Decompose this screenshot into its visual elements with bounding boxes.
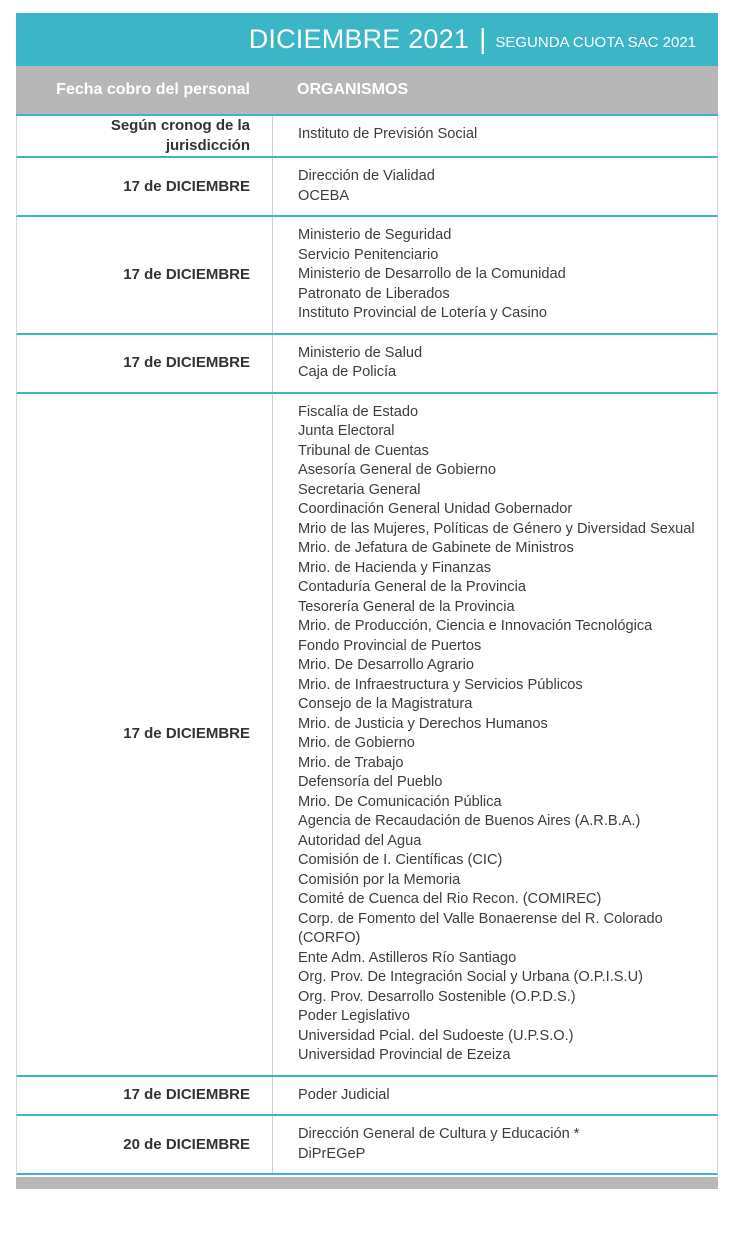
org-item: Comisión por la Memoria <box>298 871 461 888</box>
org-item: Coordinación General Unidad Gobernador <box>298 501 573 517</box>
row-date <box>17 116 273 156</box>
banner-subtitle: SEGUNDA CUOTA SAC 2021 <box>495 34 696 51</box>
row-orgs <box>273 158 717 215</box>
table-row <box>16 158 718 217</box>
row-orgs <box>273 394 717 1075</box>
org-item: Mrio. De Desarrollo Agrario <box>298 657 474 673</box>
org-item: Fondo Provincial de Puertos <box>298 637 482 654</box>
org-item: Servicio Penitenciario <box>298 246 439 263</box>
table-row <box>16 116 718 158</box>
header-date: Fecha cobro del personal <box>56 81 250 98</box>
org-item: Secretaria General <box>298 481 421 498</box>
org-item: Mrio. de Trabajo <box>298 754 404 771</box>
org-item: Poder Judicial <box>298 1086 390 1103</box>
org-item: DiPrEGeP <box>298 1145 366 1162</box>
org-item: OCEBA <box>298 187 350 204</box>
banner-title: DICIEMBRE 2021 <box>248 24 470 54</box>
row-orgs <box>273 116 717 156</box>
row-date <box>17 217 273 333</box>
org-item: Mrio. de Gobierno <box>298 735 415 751</box>
row-orgs <box>273 1077 717 1115</box>
org-item: Comisión de I. Científicas (CIC) <box>298 852 503 868</box>
table-row <box>16 335 718 394</box>
banner <box>16 13 718 66</box>
table-header <box>16 66 718 116</box>
row-date-text: 17 de DICIEMBRE <box>123 1086 250 1104</box>
table-row <box>16 1077 718 1117</box>
org-item: Dirección de Vialidad <box>298 168 435 184</box>
org-item: Junta Electoral <box>298 423 395 439</box>
org-item: Defensoría del Pueblo <box>298 774 443 790</box>
row-date <box>17 335 273 392</box>
org-item: Ministerio de Desarrollo de la Comunidad <box>298 266 566 282</box>
banner-separator: | <box>479 22 487 54</box>
org-item: Caja de Policía <box>298 364 397 380</box>
org-item: Patronato de Liberados <box>298 285 450 302</box>
org-item: Org. Prov. Desarrollo Sostenible (O.P.D.S.) <box>298 988 576 1005</box>
org-item: Universidad Provincial de Ezeiza <box>298 1047 511 1063</box>
row-date-text: 17 de DICIEMBRE <box>123 725 250 742</box>
row-date-text: 17 de DICIEMBRE <box>123 177 250 195</box>
row-date-text: 17 de DICIEMBRE <box>123 265 250 283</box>
org-item: Mrio. de Jefatura de Gabinete de Ministros <box>298 540 574 556</box>
header-orgs: ORGANISMOS <box>297 81 409 98</box>
org-item: Mrio. de Justicia y Derechos Humanos <box>298 715 548 732</box>
org-item: Ministerio de Seguridad <box>298 227 452 243</box>
org-item: Consejo de la Magistratura <box>298 696 473 712</box>
org-item: Mrio de las Mujeres, Políticas de Género y Diversidad Sexual <box>298 520 695 537</box>
org-item: Autoridad del Agua <box>298 832 422 849</box>
org-item: Mrio. de Infraestructura y Servicios Públicos <box>298 676 583 693</box>
row-date <box>17 158 273 215</box>
table-row <box>16 1116 718 1175</box>
org-item: Asesoría General de Gobierno <box>298 462 496 478</box>
row-date <box>17 394 273 1075</box>
row-date-text: 20 de DICIEMBRE <box>123 1135 250 1153</box>
row-orgs <box>273 335 717 392</box>
org-item: Mrio. De Comunicación Pública <box>298 793 502 810</box>
row-date-text: 17 de DICIEMBRE <box>123 354 250 371</box>
org-item: Tesorería General de la Provincia <box>298 598 515 615</box>
org-item: Tribunal de Cuentas <box>298 442 429 459</box>
org-item: Instituto Provincial de Lotería y Casino <box>298 305 548 321</box>
table-body <box>16 116 718 1175</box>
org-item: Poder Legislativo <box>298 1008 410 1024</box>
row-date <box>17 1116 273 1173</box>
org-item: Mrio. de Hacienda y Finanzas <box>298 559 492 576</box>
row-orgs <box>273 217 717 333</box>
org-item: Corp. de Fomento del Valle Bonaerense del R. Colorado (CORFO) <box>298 910 663 946</box>
schedule-table <box>16 13 718 1189</box>
org-item: Ente Adm. Astilleros Río Santiago <box>298 949 517 966</box>
org-item: Org. Prov. De Integración Social y Urbana (O.P.I.S.U) <box>298 969 643 985</box>
row-date <box>17 1077 273 1115</box>
table-footer <box>16 1177 718 1189</box>
org-item: Mrio. de Producción, Ciencia e Innovación Tecnológica <box>298 618 653 634</box>
table-row <box>16 217 718 335</box>
org-item: Fiscalía de Estado <box>298 403 419 420</box>
org-item: Agencia de Recaudación de Buenos Aires (A.R.B.A.) <box>298 813 641 829</box>
org-item: Dirección General de Cultura y Educación * <box>298 1126 580 1142</box>
org-item: Universidad Pcial. del Sudoeste (U.P.S.O.) <box>298 1027 574 1044</box>
row-orgs <box>273 1116 717 1173</box>
org-item: Comité de Cuenca del Rio Recon. (COMIREC) <box>298 891 602 907</box>
row-date-text: Según cronog de la jurisdicción <box>110 117 250 154</box>
org-item: Contaduría General de la Provincia <box>298 579 526 595</box>
org-item: Instituto de Previsión Social <box>298 126 478 142</box>
org-item: Ministerio de Salud <box>298 344 423 361</box>
table-row <box>16 394 718 1077</box>
